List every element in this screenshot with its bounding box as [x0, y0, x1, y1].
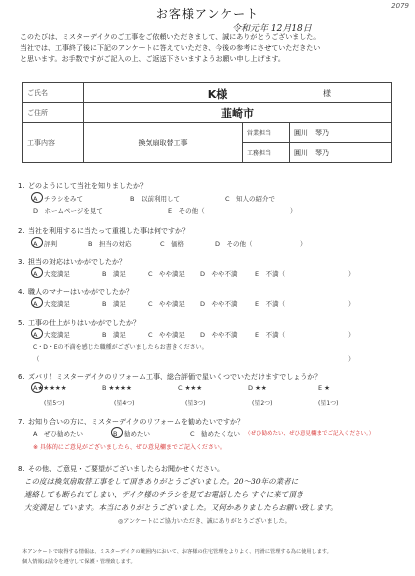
intro-line: 当社では、工事終了後に下記のアンケートに答えていただき、今後の参考にさせていただきたい: [20, 44, 321, 52]
question-5: 5. 工事の仕上がりはいかがでしたか？: [18, 319, 140, 327]
q5-option-e[interactable]: E 不満（: [255, 331, 286, 339]
q6-sub-b: (星4つ): [114, 400, 135, 407]
q7-option-a[interactable]: A ぜひ勧めたい: [33, 430, 83, 438]
q5-note: C・D・Eの不満を感じた職種がございましたらお書きください。: [33, 344, 208, 351]
q4-option-e[interactable]: E 不満（: [255, 300, 286, 308]
q4-paren-close: ）: [348, 300, 355, 308]
question-4: 4. 職人のマナーはいかがでしたか？: [18, 288, 133, 296]
q7-red-note: ※ 具体的にご意見がございましたら、ぜひ意見欄までご記入ください。: [33, 444, 226, 451]
q4-option-b[interactable]: B 満足: [102, 300, 126, 308]
q6-option-a[interactable]: A★★★★★: [33, 384, 67, 392]
q2-paren-close: ）: [300, 240, 307, 248]
sales-value[interactable]: 圓川 琴乃: [290, 123, 392, 143]
intro-line: このたびは、ミスターデイクのご工事をご依頼いただきまして、誠にありがとうございました。: [20, 33, 321, 41]
q1-option-a[interactable]: A チラシをみて: [33, 195, 83, 203]
q2-option-a[interactable]: A 評判: [33, 240, 57, 248]
work-value[interactable]: 換気扇取替工事: [84, 123, 243, 163]
q5-option-b[interactable]: B 満足: [102, 331, 126, 339]
construction-value[interactable]: 圓川 琴乃: [290, 143, 392, 163]
intro-text: [20, 32, 400, 65]
q4-option-d[interactable]: D やや不満: [200, 300, 238, 308]
thanks-note: ◎アンケートにご協力いただき、誠にありがとうございました。: [118, 518, 291, 525]
q3-option-d[interactable]: D やや不満: [200, 270, 238, 278]
handwritten-comment-line[interactable]: 大変満足しています。本当にありがとうございました。又何かありましたらお願い致します。: [24, 503, 338, 512]
handwritten-comment-line[interactable]: 連絡しても断られてしまい、デイク様のチラシを見てお電話したら すぐに来て頂き: [24, 490, 304, 499]
address-value[interactable]: 韮崎市: [84, 103, 392, 123]
q5-option-a[interactable]: A 大変満足: [33, 331, 70, 339]
intro-line: と思います。お手数ですがご記入の上、ご返送下さいますようお願い申し上げます。: [20, 55, 285, 63]
q3-paren-close: ）: [348, 270, 355, 278]
question-8: 8. その他、ご意見・ご要望がございましたらお聞かせください。: [18, 465, 224, 473]
q6-option-b[interactable]: B ★★★★: [102, 384, 132, 392]
q1-option-b[interactable]: B 以前利用して: [130, 195, 180, 203]
q5-option-c[interactable]: C やや満足: [148, 331, 186, 339]
address-label: ご住所: [23, 103, 84, 123]
footer-line: 本アンケートで取得する情報は、ミスターデイクの範囲内において、お客様の住宅管理をよりよく、円滑に管理する為に使用します。: [22, 549, 332, 555]
q5-note-paren-close: ）: [348, 355, 355, 363]
q1-option-e[interactable]: E その他（: [168, 207, 205, 215]
q2-option-b[interactable]: B 担当の対応: [88, 240, 132, 248]
page-title: お客様アンケート: [155, 7, 260, 21]
q6-option-e[interactable]: E ★: [318, 384, 331, 392]
q2-option-d[interactable]: D その他（: [215, 240, 253, 248]
q2-option-c[interactable]: C 価格: [160, 240, 185, 248]
question-1: 1. どのようにして当社を知りましたか？: [18, 182, 147, 190]
q6-sub-c: (星3つ): [185, 400, 206, 407]
q3-option-b[interactable]: B 満足: [102, 270, 126, 278]
work-label: 工事内容: [23, 123, 84, 163]
q5-paren-close: ）: [348, 331, 355, 339]
construction-label: 工務担当: [243, 143, 290, 163]
customer-info-table: [22, 82, 392, 163]
q4-option-c[interactable]: C やや満足: [148, 300, 186, 308]
q6-option-c[interactable]: C ★★★: [178, 384, 203, 392]
q6-option-d[interactable]: D ★★: [248, 384, 267, 392]
q6-sub-d: (星2つ): [252, 400, 273, 407]
question-6: 6. ズバリ！ミスターデイクのリフォーム工事、総合評価で星いくつでいただけますでしょうか？: [18, 373, 322, 381]
q7-red-note-2: （ぜひ勧めたい、ぜひ意見欄までご記入ください。）: [245, 431, 375, 437]
q3-option-e[interactable]: E 不満（: [255, 270, 286, 278]
q6-sub-e: (星1つ): [318, 400, 339, 407]
q3-option-c[interactable]: C やや満足: [148, 270, 186, 278]
name-suffix: 様: [323, 89, 331, 98]
q5-option-d[interactable]: D やや不満: [200, 331, 238, 339]
serial-number: 2079: [391, 2, 409, 10]
name-label: ご氏名: [23, 83, 84, 103]
name-cell[interactable]: [84, 83, 392, 103]
q1-option-d[interactable]: D ホームページを見て: [33, 207, 103, 215]
q7-option-c[interactable]: C 勧めたくない: [190, 430, 241, 438]
handwritten-comment-line[interactable]: この度は換気扇取替工事をして頂きありがとうございました。20〜30年の業者に: [24, 477, 299, 486]
q4-option-a[interactable]: A 大変満足: [33, 300, 70, 308]
question-3: 3. 担当の対応はいかがでしたか？: [18, 258, 126, 266]
question-2: 2. 当社を利用するに当たって重視した事は何ですか？: [18, 227, 189, 235]
q7-option-b[interactable]: B 勧めたい: [113, 430, 150, 438]
sales-label: 営業担当: [243, 123, 290, 143]
q1-option-c[interactable]: C 知人の紹介で: [225, 195, 276, 203]
q1-paren-close: ）: [290, 207, 297, 215]
footer-line: 個人情報は法令を遵守して保護・管理致します。: [22, 559, 136, 565]
name-value: K様: [207, 88, 228, 101]
q5-note-paren-open: （: [33, 355, 40, 363]
handwritten-date: 令和元年 12月18日: [232, 24, 312, 34]
q6-sub-a: (星5つ): [44, 400, 65, 407]
question-7: 7. お知り合いの方に、ミスターデイクのリフォームを勧めたいですか？: [18, 418, 245, 426]
q3-option-a[interactable]: A 大変満足: [33, 270, 70, 278]
